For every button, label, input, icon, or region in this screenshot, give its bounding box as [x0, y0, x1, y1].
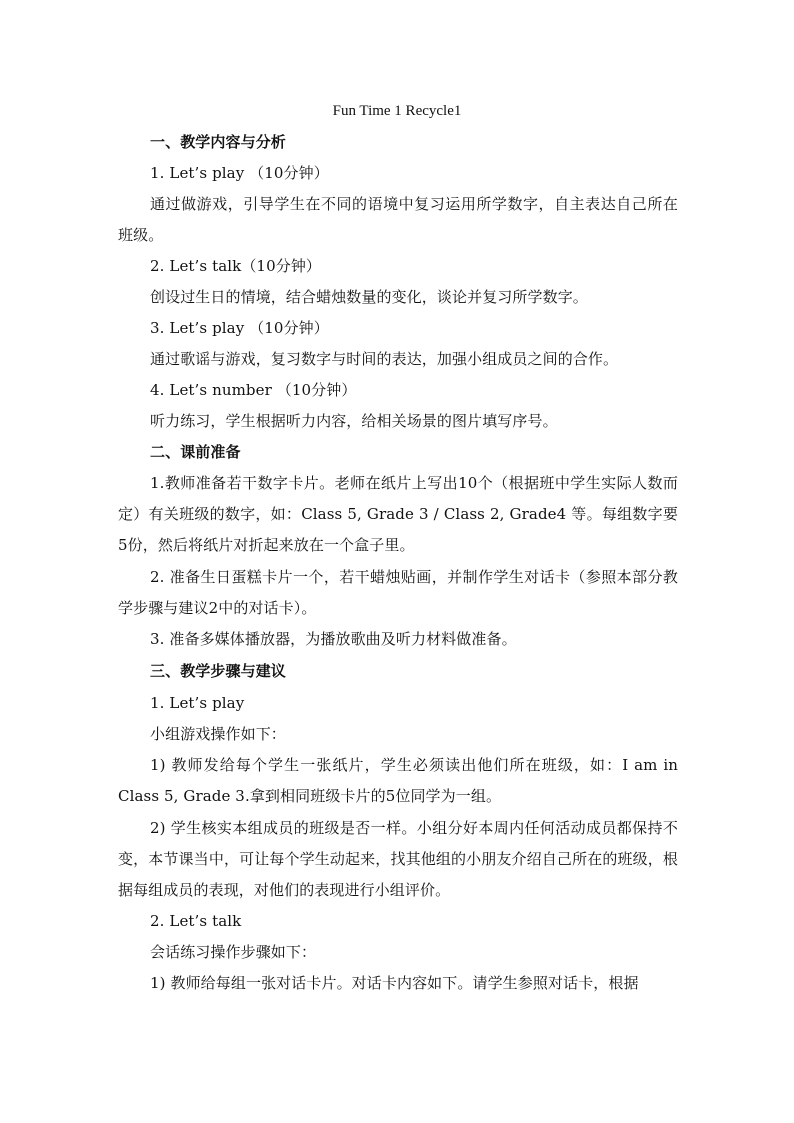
- step-intro: 小组游戏操作如下：: [150, 725, 286, 743]
- activity-description: 听力练习，学生根据听力内容，给相关场景的图片填写序号。: [150, 412, 558, 430]
- activity-item-lets-play: 1. Let’s play （10分钟）: [150, 164, 329, 182]
- activity-item-lets-talk: 2. Let’s talk（10分钟）: [150, 257, 322, 275]
- section-heading-teaching-steps: 三、教学步骤与建议: [150, 662, 286, 680]
- preparation-item: 1.教师准备若干数字卡片。老师在纸片上写出10个（根据班中学生实际人数而定）有关班级的数字，如：Class 5, Grade 3 / Class 2, Grade4 等。每组数字要5份，然后将纸片对折起来放在一个盒子里。: [118, 474, 678, 554]
- step-heading-lets-play: 1. Let’s play: [150, 694, 245, 712]
- activity-description: 通过歌谣与游戏，复习数字与时间的表达，加强小组成员之间的合作。: [150, 350, 619, 368]
- step-intro: 会话练习操作步骤如下：: [150, 943, 317, 961]
- step-heading-lets-talk: 2. Let’s talk: [150, 912, 242, 930]
- section-heading-preparation: 二、课前准备: [150, 443, 241, 461]
- activity-item-lets-play-2: 3. Let’s play （10分钟）: [150, 319, 329, 337]
- section-heading-content-analysis: 一、教学内容与分析: [150, 133, 286, 151]
- step-detail: 1) 教师发给每个学生一张纸片，学生必须读出他们所在班级，如：I am in Class 5, Grade 3.拿到相同班级卡片的5位同学为一组。: [118, 756, 678, 805]
- activity-item-lets-number: 4. Let’s number （10分钟）: [150, 381, 357, 399]
- activity-description: 通过做游戏，引导学生在不同的语境中复习运用所学数字，自主表达自己所在班级。: [118, 195, 678, 244]
- document-title: Fun Time 1 Recycle1: [332, 103, 462, 119]
- step-detail: 2) 学生核实本组成员的班级是否一样。小组分好本周内任何活动成员都保持不变，本节课当中，可让每个学生动起来，找其他组的小朋友介绍自己所在的班级，根据每组成员的表现，对他们的表现进行小组评价。: [118, 819, 678, 899]
- preparation-item: 3. 准备多媒体播放器，为播放歌曲及听力材料做准备。: [150, 630, 517, 648]
- activity-description: 创设过生日的情境，结合蜡烛数量的变化，谈论并复习所学数字。: [150, 288, 588, 306]
- preparation-item: 2. 准备生日蛋糕卡片一个，若干蜡烛贴画，并制作学生对话卡（参照本部分教学步骤与建议2中的对话卡）。: [118, 568, 678, 617]
- step-detail: 1) 教师给每组一张对话卡片。对话卡内容如下。请学生参照对话卡，根据: [150, 974, 639, 992]
